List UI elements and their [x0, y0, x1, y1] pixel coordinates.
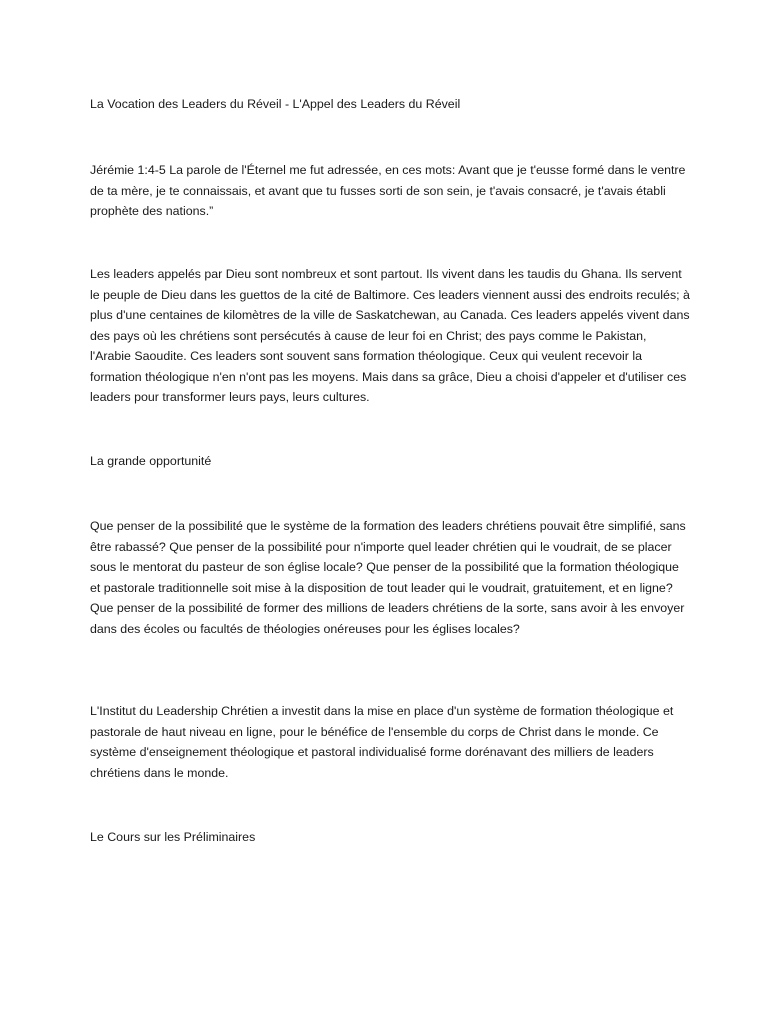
opportunity-paragraph: Que penser de la possibilité que le système de la formation des leaders chrétiens pouvait être simplifié, sans être rabassé? Que penser de la possibilité pour n'importe quel leader chrétien qui le voudrait, de se placer sous le mentorat du pasteur de son église locale? Que penser de la possibilité que la formation théologique et pastorale traditionnelle soit mise à la disposition de tout leader qui le voudrait, gratuitement, et en ligne? Que penser de la possibilité de former des millions de leaders chrétiens de la sorte, sans avoir à les envoyer dans des écoles ou facultés de théologies onéreuses pour les églises locales?	[90, 519, 686, 636]
section-heading-opportunity: La grande opportunité	[90, 454, 212, 468]
document-title: La Vocation des Leaders du Réveil - L'Appel des Leaders du Réveil	[90, 97, 461, 111]
bible-verse-paragraph: Jérémie 1:4-5 La parole de l'Éternel me fut adressée, en ces mots: Avant que je t'eusse formé dans le ventre de ta mère, je te connaissais, et avant que tu fusses sorti de son sein, je t'avais consacré, je t'avais établi prophète des nations.”	[90, 163, 686, 218]
institute-paragraph: L'Institut du Leadership Chrétien a investit dans la mise en place d'un système de formation théologique et pastorale de haut niveau en ligne, pour le bénéfice de l'ensemble du corps de Christ dans le monde. Ce système d'enseignement théologique et pastoral individualisé forme dorénavant des milliers de leaders chrétiens dans le monde.	[90, 704, 674, 780]
leaders-paragraph: Les leaders appelés par Dieu sont nombreux et sont partout. Ils vivent dans les taudis du Ghana. Ils servent le peuple de Dieu dans les guettos de la cité de Baltimore. Ces leaders viennent aussi des endroits reculés; à plus d'une centaines de kilomètres de la ville de Saskatchewan, au Canada. Ces leaders appelés vivent dans des pays où les chrétiens sont persécutés à cause de leur foi en Christ; des pays comme le Pakistan, l'Arabie Saoudite. Ces leaders sont souvent sans formation théologique. Ceux qui veulent recevoir la formation théologique n'en n'ont pas les moyens. Mais dans sa grâce, Dieu a choisi d'appeler et d'utiliser ces leaders pour transformer leurs pays, leurs cultures.	[90, 267, 690, 404]
section-heading-preliminaires: Le Cours sur les Préliminaires	[90, 830, 256, 844]
